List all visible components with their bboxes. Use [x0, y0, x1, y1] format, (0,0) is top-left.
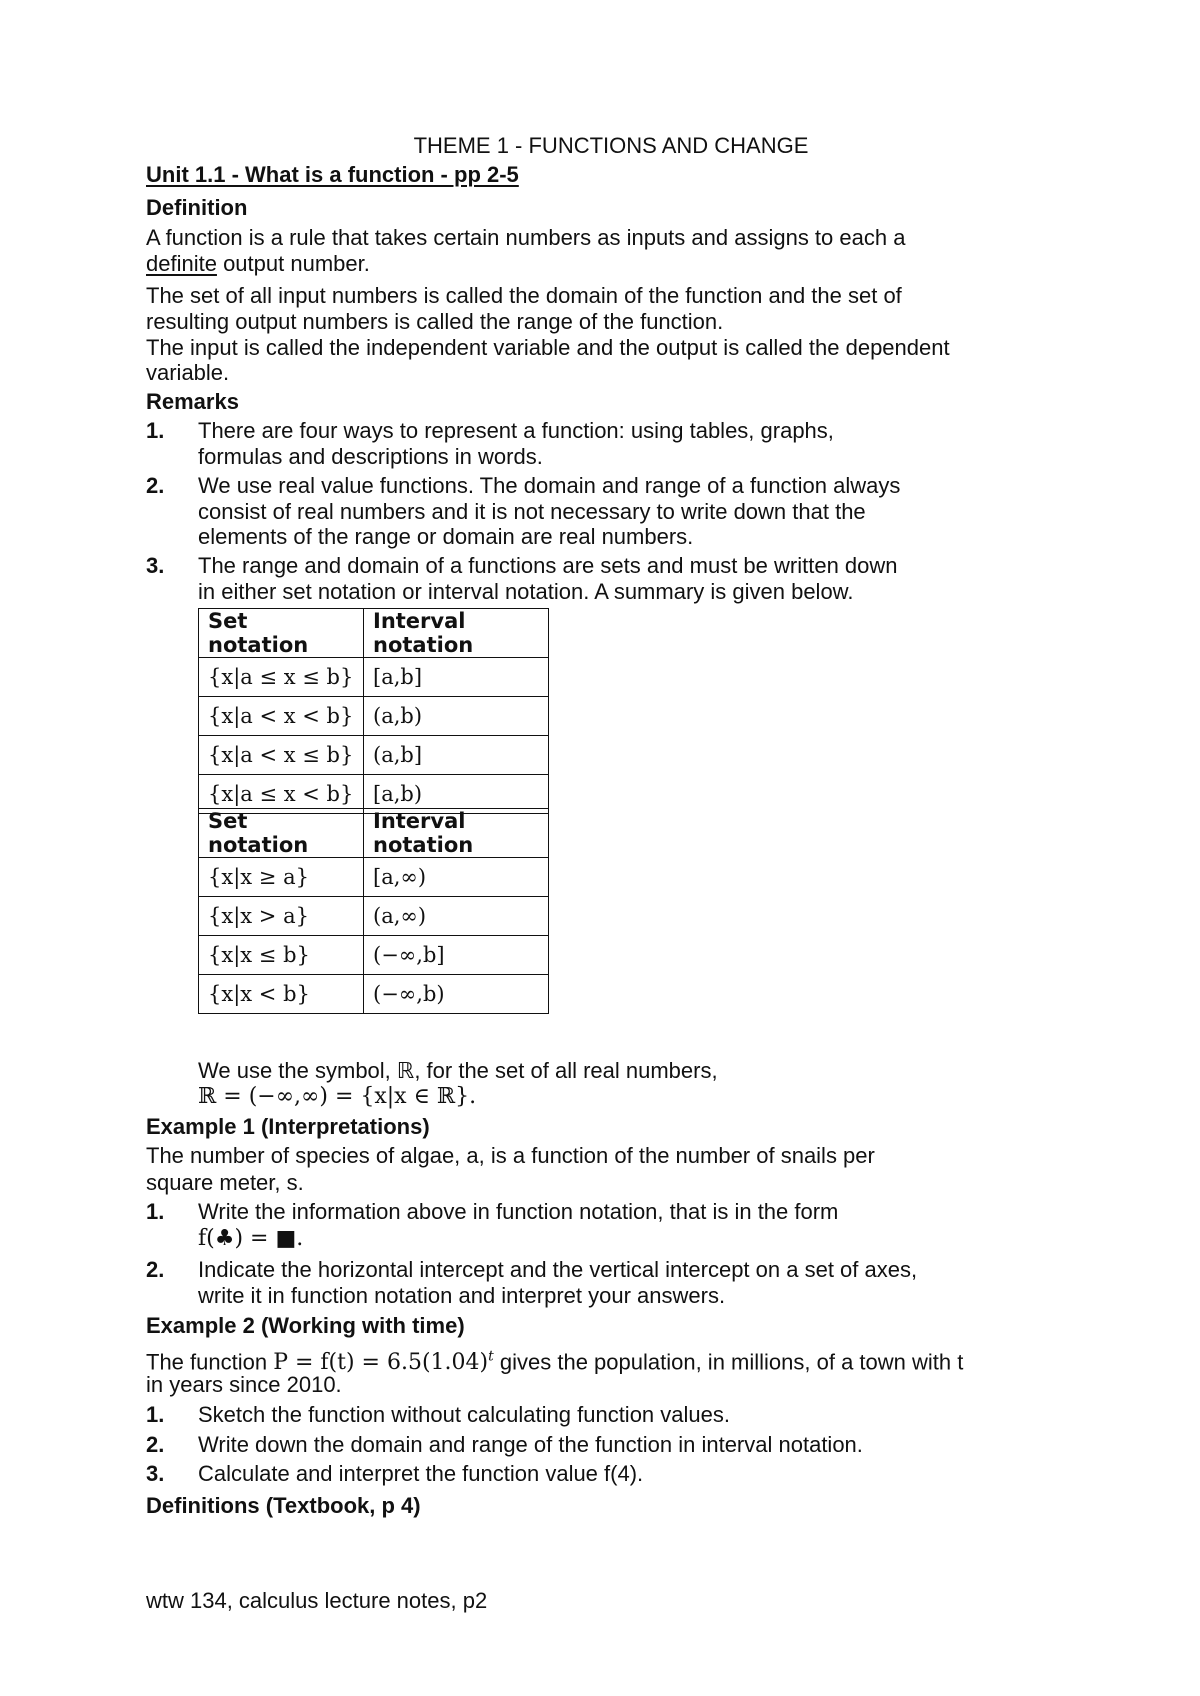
remarks-label: Remarks — [146, 389, 239, 414]
table-cell: {x|a < x ≤ b} — [199, 736, 364, 775]
table-cell: {x|a < x < b} — [199, 697, 364, 736]
table-row — [199, 697, 549, 736]
definition-text-1: A function is a rule that takes certain numbers as inputs and assigns to each a — [146, 225, 906, 250]
table-header-cell: Interval notation — [364, 809, 549, 858]
reals-text-2: ℝ = (−∞,∞) = {x|x ∈ ℝ}. — [198, 1084, 477, 1109]
table-row — [199, 736, 549, 775]
table-cell: (a,b) — [364, 697, 549, 736]
table-cell: (a,∞) — [364, 897, 549, 936]
definitions-heading: Definitions (Textbook, p 4) — [146, 1493, 421, 1518]
notation-table-bounded — [198, 608, 549, 814]
table-header-cell: Set notation — [199, 809, 364, 858]
remark-1-line-1: There are four ways to represent a function: using tables, graphs, — [198, 418, 834, 443]
definition-text-2: definite output number. — [146, 251, 370, 276]
example-2-item-3-line: Calculate and interpret the function value f(4). — [198, 1461, 644, 1486]
table-cell: {x|x ≥ a} — [199, 858, 364, 897]
table-cell: [a,∞) — [364, 858, 549, 897]
example-2-item-1-number: 1. — [146, 1402, 165, 1427]
table-cell: (−∞,b) — [364, 975, 549, 1014]
domain-text-1: The set of all input numbers is called the domain of the function and the set of — [146, 283, 902, 308]
reals-text-1: We use the symbol, ℝ, for the set of all real numbers, — [198, 1058, 718, 1083]
example-2-item-2-number: 2. — [146, 1432, 165, 1457]
table-cell: {x|x < b} — [199, 975, 364, 1014]
table-header-cell: Interval notation — [364, 609, 549, 658]
remark-2-line-1: We use real value functions. The domain and range of a function always — [198, 473, 901, 498]
example-1-text-2: square meter, s. — [146, 1170, 304, 1195]
remark-item: 1. — [146, 418, 165, 443]
table-cell: {x|a ≤ x < b} — [199, 775, 364, 814]
variable-text-1: The input is called the independent variable and the output is called the dependent — [146, 335, 950, 360]
example-2-item-1-line: Sketch the function without calculating function values. — [198, 1402, 730, 1427]
table-row — [199, 897, 549, 936]
theme-title: THEME 1 - FUNCTIONS AND CHANGE — [413, 133, 809, 158]
table-header-row — [199, 609, 549, 658]
table-cell: {x|a ≤ x ≤ b} — [199, 658, 364, 697]
table-header-cell: Set notation — [199, 609, 364, 658]
definition-label: Definition — [146, 195, 248, 220]
table-header-row — [199, 809, 549, 858]
remark-3-number: 3. — [146, 553, 165, 578]
example-1-item-1-number: 1. — [146, 1199, 165, 1224]
example-1-item-2-line-1: Indicate the horizontal intercept and the vertical intercept on a set of axes, — [198, 1257, 918, 1282]
remark-3-line-2: in either set notation or interval notation. A summary is given below. — [198, 579, 854, 604]
definite-word: definite — [146, 251, 217, 276]
table-cell: [a,b] — [364, 658, 549, 697]
table-cell: (a,b] — [364, 736, 549, 775]
example-2-heading: Example 2 (Working with time) — [146, 1313, 465, 1338]
table-row — [199, 936, 549, 975]
remark-2-line-3: elements of the range or domain are real numbers. — [198, 524, 694, 549]
example-2-text-1: The function $P = f(t) = 6.5(1.04)^t$ gives the population, in millions, of a town with t — [146, 1349, 964, 1376]
remark-2-number: 2. — [146, 473, 165, 498]
page-footer: wtw 134, calculus lecture notes, p2 — [146, 1588, 488, 1613]
unit-heading: Unit 1.1 - What is a function - pp 2-5 — [146, 162, 519, 187]
example-2-text-2: in years since 2010. — [146, 1372, 342, 1397]
table-row — [199, 858, 549, 897]
remark-3-line-1: The range and domain of a functions are sets and must be written down — [198, 553, 898, 578]
remark-1-line-2: formulas and descriptions in words. — [198, 444, 543, 469]
table-cell: [a,b) — [364, 775, 549, 814]
table-cell: {x|x ≤ b} — [199, 936, 364, 975]
notation-table-unbounded — [198, 808, 549, 1014]
variable-text-2: variable. — [146, 360, 230, 385]
table-cell: (−∞,b] — [364, 936, 549, 975]
domain-text-2: resulting output numbers is called the range of the function. — [146, 309, 724, 334]
table-row — [199, 975, 549, 1014]
example-1-text-1: The number of species of algae, a, is a function of the number of snails per — [146, 1143, 875, 1168]
example-2-item-3-number: 3. — [146, 1461, 165, 1486]
table-row — [199, 658, 549, 697]
example-1-item-1-line-1: Write the information above in function notation, that is in the form — [198, 1199, 839, 1224]
table-cell: {x|x > a} — [199, 897, 364, 936]
example-1-item-2-line-2: write it in function notation and interpret your answers. — [198, 1283, 726, 1308]
example-1-item-2-number: 2. — [146, 1257, 165, 1282]
example-2-item-2-line: Write down the domain and range of the function in interval notation. — [198, 1432, 863, 1457]
population-formula: $P = f(t) = 6.5(1.04)^t$ — [273, 1349, 494, 1376]
example-1-heading: Example 1 (Interpretations) — [146, 1114, 430, 1139]
example-1-item-1-line-2: f(♣) = ■. — [198, 1226, 304, 1251]
remark-2-line-2: consist of real numbers and it is not necessary to write down that the — [198, 499, 866, 524]
